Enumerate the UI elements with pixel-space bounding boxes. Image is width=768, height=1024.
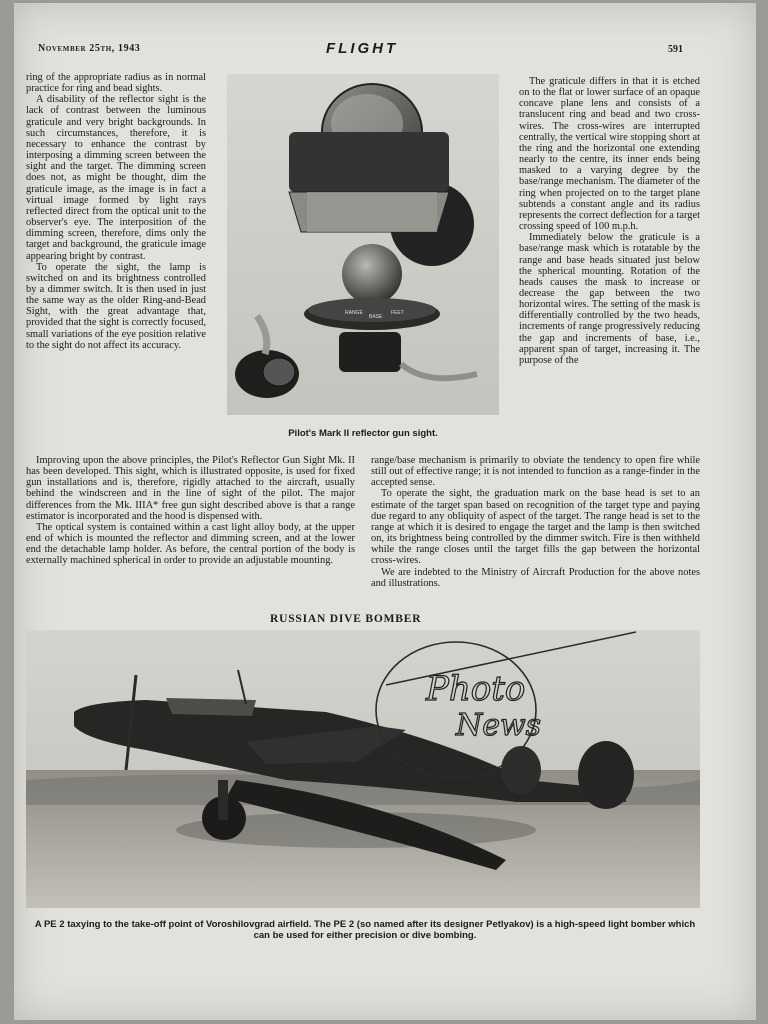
- spherical-mounting: [342, 244, 402, 304]
- cockpit-canopy: [166, 698, 256, 716]
- lower-left-text: [26, 455, 355, 567]
- issue-date: November 25th, 1943: [38, 43, 141, 54]
- dial-label-feet: FEET: [391, 310, 404, 316]
- dial-label-range: RANGE: [345, 310, 363, 316]
- paragraph: The graticule differs in that it is etched on to the flat or lower surface of an opaque concave plane lens and consists of a translucent ring and bead and two cross-wires. The cross-wires are interrupted centrally, the vertical wire stopping short at the ring and the horizontal one extending nearly to the centre, its inner ends being masked to a varying degree by the base/range mechanism. The diameter of the ring when projected on to the target plane subtends a constant angle and its radius represents the correct deflection for a target crossing speed of 100 m.p.h.: [519, 76, 700, 233]
- right-column: [519, 76, 700, 366]
- dive-bomber-photo: [26, 630, 700, 908]
- paragraph: To operate the sight, the graduation mark on the base head is set to an estimate of the target span based on recognition of the target type and paying due regard to any obliquity of aspect of the target. The range head is set to the range at which it is desired to engage the target and the lamp is then switched on, its brightness being controlled by the dimmer switch. Fire is then withheld while the range closes until the target fills the gap between the horizontal cross-wires.: [371, 488, 700, 567]
- page-number: 591: [668, 44, 683, 55]
- paragraph: Improving upon the above principles, the Pilot's Reflector Gun Sight Mk. II has been developed. This sight, which is illustrated opposite, is used for fixed gun installations and is, therefore, rigidly attached to the aircraft, usually behind the windscreen and in the line of sight of the pilot. The major differences from the Mk. IIIA* free gun sight described above is that a range estimator is incorporated and the hood is dispensed with.: [26, 455, 355, 522]
- paragraph: A disability of the reflector sight is the lack of contrast between the luminous graticule and very bright backgrounds. In such circumstances, therefore, it is necessary to enhance the contrast by interposing a dimming screen between the sight and the target. The dimming screen does not, as might be thought, dim the graticule image, as the image is in fact a virtual image formed by light rays reflected direct from the optical unit to the observer's eye. The interposition of the dimming screen, therefore, dims only the target and background, the graticule image appearing bright by contrast.: [26, 94, 206, 262]
- gun-sight-illustration: [227, 74, 499, 415]
- plane-photo-caption: A PE 2 taxying to the take-off point of Voroshilovgrad airfield. The PE 2 (so named after its designer Petlyakov) is a high-speed light bomber which can be used for either precision or dive bombing.: [34, 919, 696, 941]
- reflector-gun-sight-photo: [227, 74, 499, 415]
- lower-right-text: [371, 455, 700, 589]
- reflector-housing: [289, 132, 449, 192]
- handwritten-news: News: [456, 708, 542, 743]
- sight-photo-caption: Pilot's Mark II reflector gun sight.: [288, 428, 438, 439]
- handwritten-photo: Photo: [426, 669, 526, 709]
- dial-label-base: BASE: [369, 314, 383, 320]
- tail-fin: [578, 741, 634, 809]
- lamp-holder-body: [339, 332, 401, 372]
- pe2-aircraft-illustration: [26, 630, 700, 908]
- paragraph: Immediately below the graticule is a base/range mask which is rotatable by the range and base heads situated just below the spherical mounting. Rotation of the heads causes the mask to increase or decrease the gap between the two horizontal wires. The setting of the mask is differentially controlled by the two heads, increments of range progressively reducing the gap and increments of base, i.e., apparent span of target, increasing it. The purpose of the: [519, 232, 700, 366]
- paragraph: ring of the appropriate radius as in normal practice for ring and bead sights.: [26, 72, 206, 95]
- paragraph: The optical system is contained within a cast light alloy body, at the upper end of which is mounted the reflector and dimming screen, and at the lower end the detachable lamp holder. As before, the central portion of the body is externally machined spherical in order to provide an adjustable mounting.: [26, 521, 355, 567]
- paragraph: To operate the sight, the lamp is switched on and its brightness controlled by a dimmer switch. It is then used in just the same way as the older Ring-and-Bead Sight, with the great advantage that, provided that the sight is correctly focused, small variations of the eye position relative to the sight do not affect its accuracy.: [26, 261, 206, 351]
- paragraph: range/base mechanism is primarily to obviate the tendency to open fire while still out of effective range; it is not intended to function as a range-finder in the accepted sense.: [371, 455, 700, 489]
- section-title: RUSSIAN DIVE BOMBER: [270, 613, 422, 625]
- paragraph: We are indebted to the Ministry of Aircraft Production for the above notes and illustrations.: [371, 566, 700, 589]
- left-column: [26, 72, 206, 351]
- magazine-title: FLIGHT: [326, 40, 399, 57]
